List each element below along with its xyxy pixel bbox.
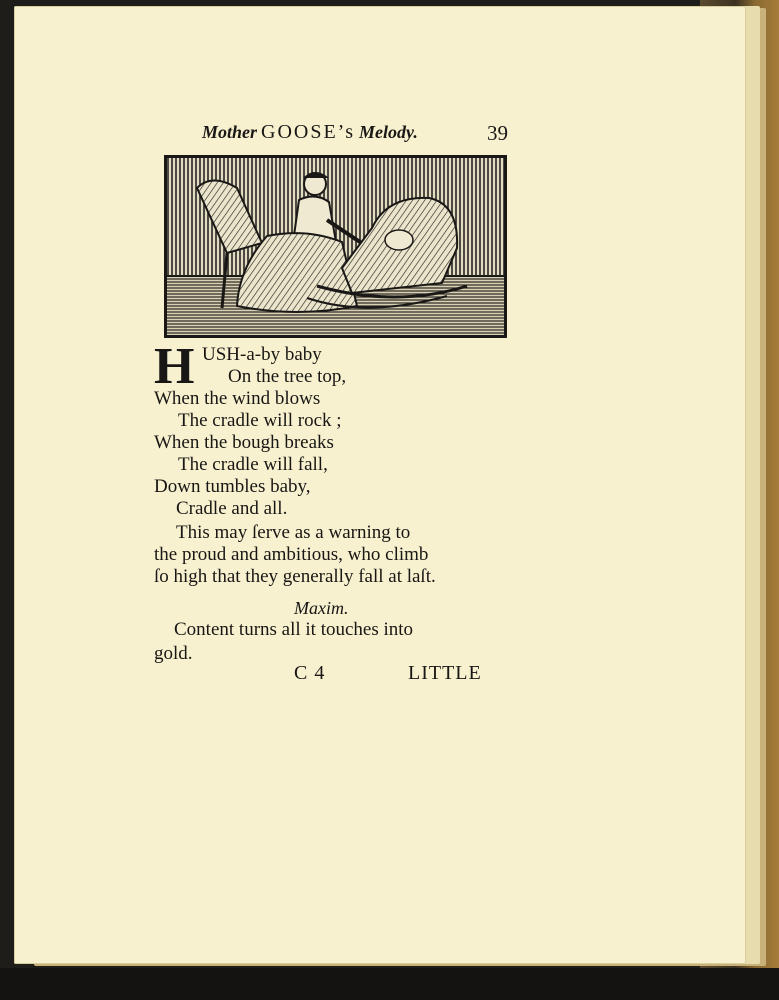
moral-line-3: ſo high that they generally fall at laſt. bbox=[154, 566, 436, 587]
moral-line-1: This may ſerve as a warning to bbox=[176, 522, 411, 543]
poem-line-2: On the tree top, bbox=[228, 366, 347, 387]
poem-line-1: USH-a-by baby bbox=[202, 344, 322, 365]
page-number: 39 bbox=[487, 121, 508, 145]
scan-background bbox=[0, 968, 779, 1000]
moral-line-2: the proud and ambitious, who climb bbox=[154, 544, 429, 565]
header-mother: Mother bbox=[202, 122, 258, 142]
book-page bbox=[14, 6, 746, 964]
poem-line-5: When the bough breaks bbox=[154, 432, 334, 453]
poem-line-4: The cradle will rock ; bbox=[178, 410, 342, 431]
catchword: LITTLE bbox=[408, 662, 482, 684]
maxim-line-2: gold. bbox=[154, 643, 193, 664]
running-header bbox=[202, 121, 508, 149]
maxim-line-1: Content turns all it touches into bbox=[174, 619, 414, 640]
poem-line-6: The cradle will fall, bbox=[178, 454, 328, 475]
maxim-heading: Maxim. bbox=[294, 598, 349, 618]
poem-line-3: When the wind blows bbox=[154, 388, 321, 409]
poem-line-8: Cradle and all. bbox=[176, 498, 288, 519]
woodcut-nursemaid-rocking-cradle-icon bbox=[167, 158, 504, 335]
drop-capital: H bbox=[154, 338, 195, 395]
poem-line-7: Down tumbles baby, bbox=[154, 476, 311, 497]
header-goose: GOOSE’s bbox=[261, 121, 356, 143]
header-melody: Melody. bbox=[359, 122, 418, 142]
signature-mark: C 4 bbox=[294, 662, 326, 684]
woodcut-illustration bbox=[164, 155, 507, 338]
